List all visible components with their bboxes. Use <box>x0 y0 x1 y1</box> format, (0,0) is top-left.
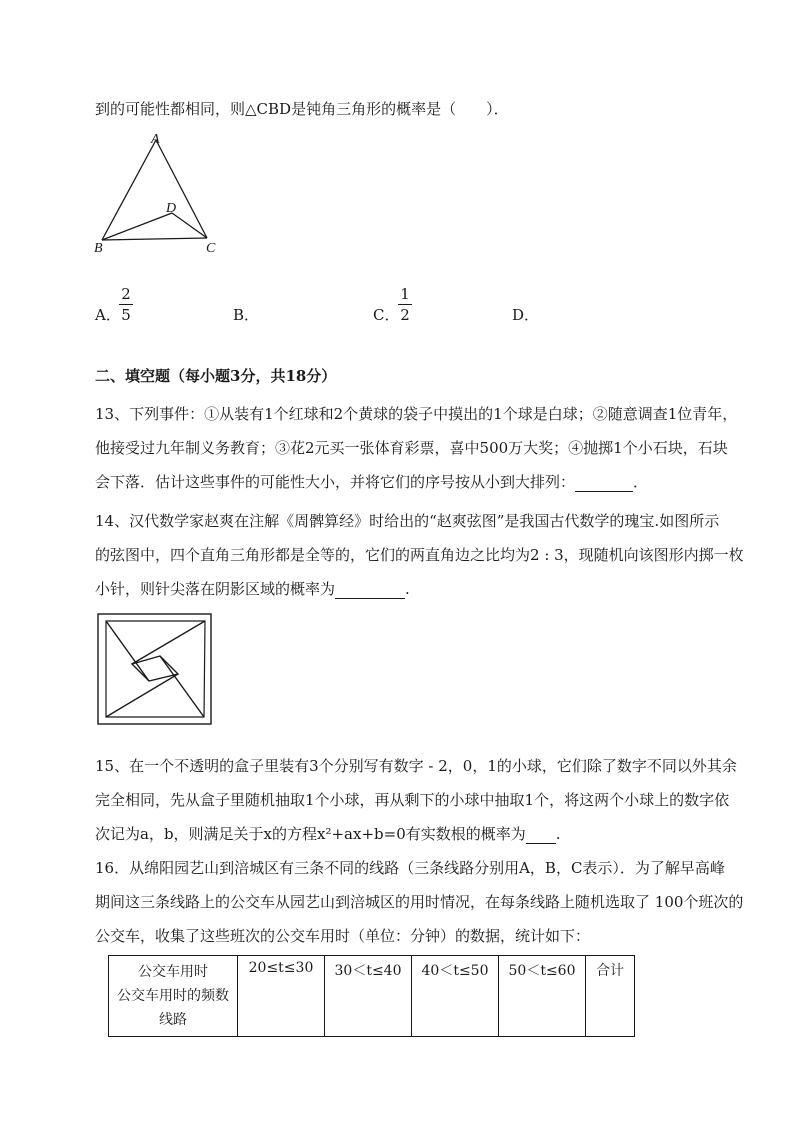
label-c: C <box>206 241 216 255</box>
q13-line-1: 13、下列事件：①从装有1个红球和2个黄球的袋子中摸出的1个球是白球；②随意调查1位青年， <box>95 405 738 423</box>
zhao-shuang-figure <box>96 612 214 726</box>
column-header: 50＜t≤60 <box>499 956 586 1037</box>
q15-line-2: 完全相同，先从盒子里随机抽取1个小球，再从剩下的小球中抽取1个，将这两个小球上的数字依 <box>95 791 730 809</box>
chord-line <box>132 621 205 664</box>
column-header: 30＜t≤40 <box>325 956 412 1037</box>
header-line: 线路 <box>159 1012 187 1028</box>
answer-blank[interactable] <box>575 473 633 492</box>
option-d-label: D． <box>512 306 540 324</box>
inner-frame <box>106 621 205 717</box>
chord-line <box>160 656 204 717</box>
edge-ab <box>102 140 156 240</box>
triangle-figure <box>92 130 232 255</box>
table-header-cell <box>109 956 238 1037</box>
column-header: 合计 <box>586 956 635 1037</box>
q12-stem: 到的可能性都相同，则△CBD是钝角三角形的概率是（ ）． <box>95 100 509 118</box>
q14-line-2: 的弦图中，四个直角三角形都是全等的，它们的两直角边之比均为2 : 3，现随机向该图形内掷一枚 <box>95 546 744 564</box>
chord-line <box>106 621 149 681</box>
q16-line-2: 期间这三条线路上的公交车从园艺山到涪城区的用时情况，在每条线路上随机选取了 100个班次的 <box>95 893 744 911</box>
q13-line-3-text: 会下落．估计这些事件的可能性大小，并将它们的序号按从小到大排列： <box>95 473 576 491</box>
option-c-denominator: 2 <box>400 306 410 324</box>
header-line: 公交车用时 <box>138 964 208 980</box>
answer-blank[interactable] <box>335 580 405 599</box>
edge-ac <box>156 140 207 238</box>
label-d: D <box>166 201 177 216</box>
fraction-bar <box>119 304 133 305</box>
table-row <box>109 956 635 1037</box>
q14-line-3-end: . <box>405 580 410 598</box>
q14-line-3 <box>95 578 410 599</box>
column-header: 40＜t≤50 <box>412 956 499 1037</box>
q13-line-2: 他接受过九年制义务教育；③花2元买一张体育彩票，喜中500万大奖；④抛掷1个小石块，石块 <box>95 439 728 457</box>
q16-line-3: 公交车，收集了这些班次的公交车用时（单位：分钟）的数据，统计如下： <box>95 927 591 945</box>
edge-bc <box>102 238 207 240</box>
option-a-denominator: 5 <box>121 306 131 324</box>
frequency-table <box>108 955 635 1037</box>
header-line: 公交车用时的频数 <box>117 988 229 1004</box>
fraction-bar <box>398 304 412 305</box>
q15-line-1: 15、在一个不透明的盒子里装有3个分别写有数字 - 2，0，1的小球，它们除了数字不同以外其余 <box>95 757 737 775</box>
option-c-label: C． <box>373 306 400 324</box>
q13-line-3-end: ． <box>633 473 649 491</box>
q15-line-3-end: . <box>555 825 561 843</box>
outer-square <box>98 614 211 724</box>
option-b-label: B． <box>233 306 260 324</box>
option-c-numerator: 1 <box>400 285 410 303</box>
column-header: 20≤t≤30 <box>238 956 325 1037</box>
q16-line-1: 16．从绵阳园艺山到涪城区有三条不同的线路（三条线路分别用A，B，C表示）．为了解早高峰 <box>95 859 725 877</box>
option-a-numerator: 2 <box>121 285 131 303</box>
q15-line-3-text: 次记为a，b，则满足关于x的方程x²+ax+b=0有实数根的概率为 <box>95 825 526 843</box>
q13-line-3 <box>95 471 648 492</box>
edge-dc <box>172 213 207 238</box>
section-heading: 二、填空题（每小题3分，共18分） <box>95 367 337 385</box>
edge-bd <box>102 213 172 240</box>
q14-line-1: 14、汉代数学家赵爽在注解《周髀算经》时给出的“赵爽弦图”是我国古代数学的瑰宝.如图所示 <box>95 512 720 530</box>
q15-line-3 <box>95 823 561 844</box>
label-a: A <box>151 132 160 147</box>
option-a-fraction <box>119 285 133 324</box>
option-a-label: A． <box>95 306 121 324</box>
option-c-fraction <box>398 285 412 324</box>
label-b: B <box>94 241 103 255</box>
chord-line <box>106 674 178 717</box>
q14-line-3-text: 小针，则针尖落在阴影区域的概率为 <box>95 580 336 598</box>
answer-blank[interactable] <box>526 825 556 844</box>
